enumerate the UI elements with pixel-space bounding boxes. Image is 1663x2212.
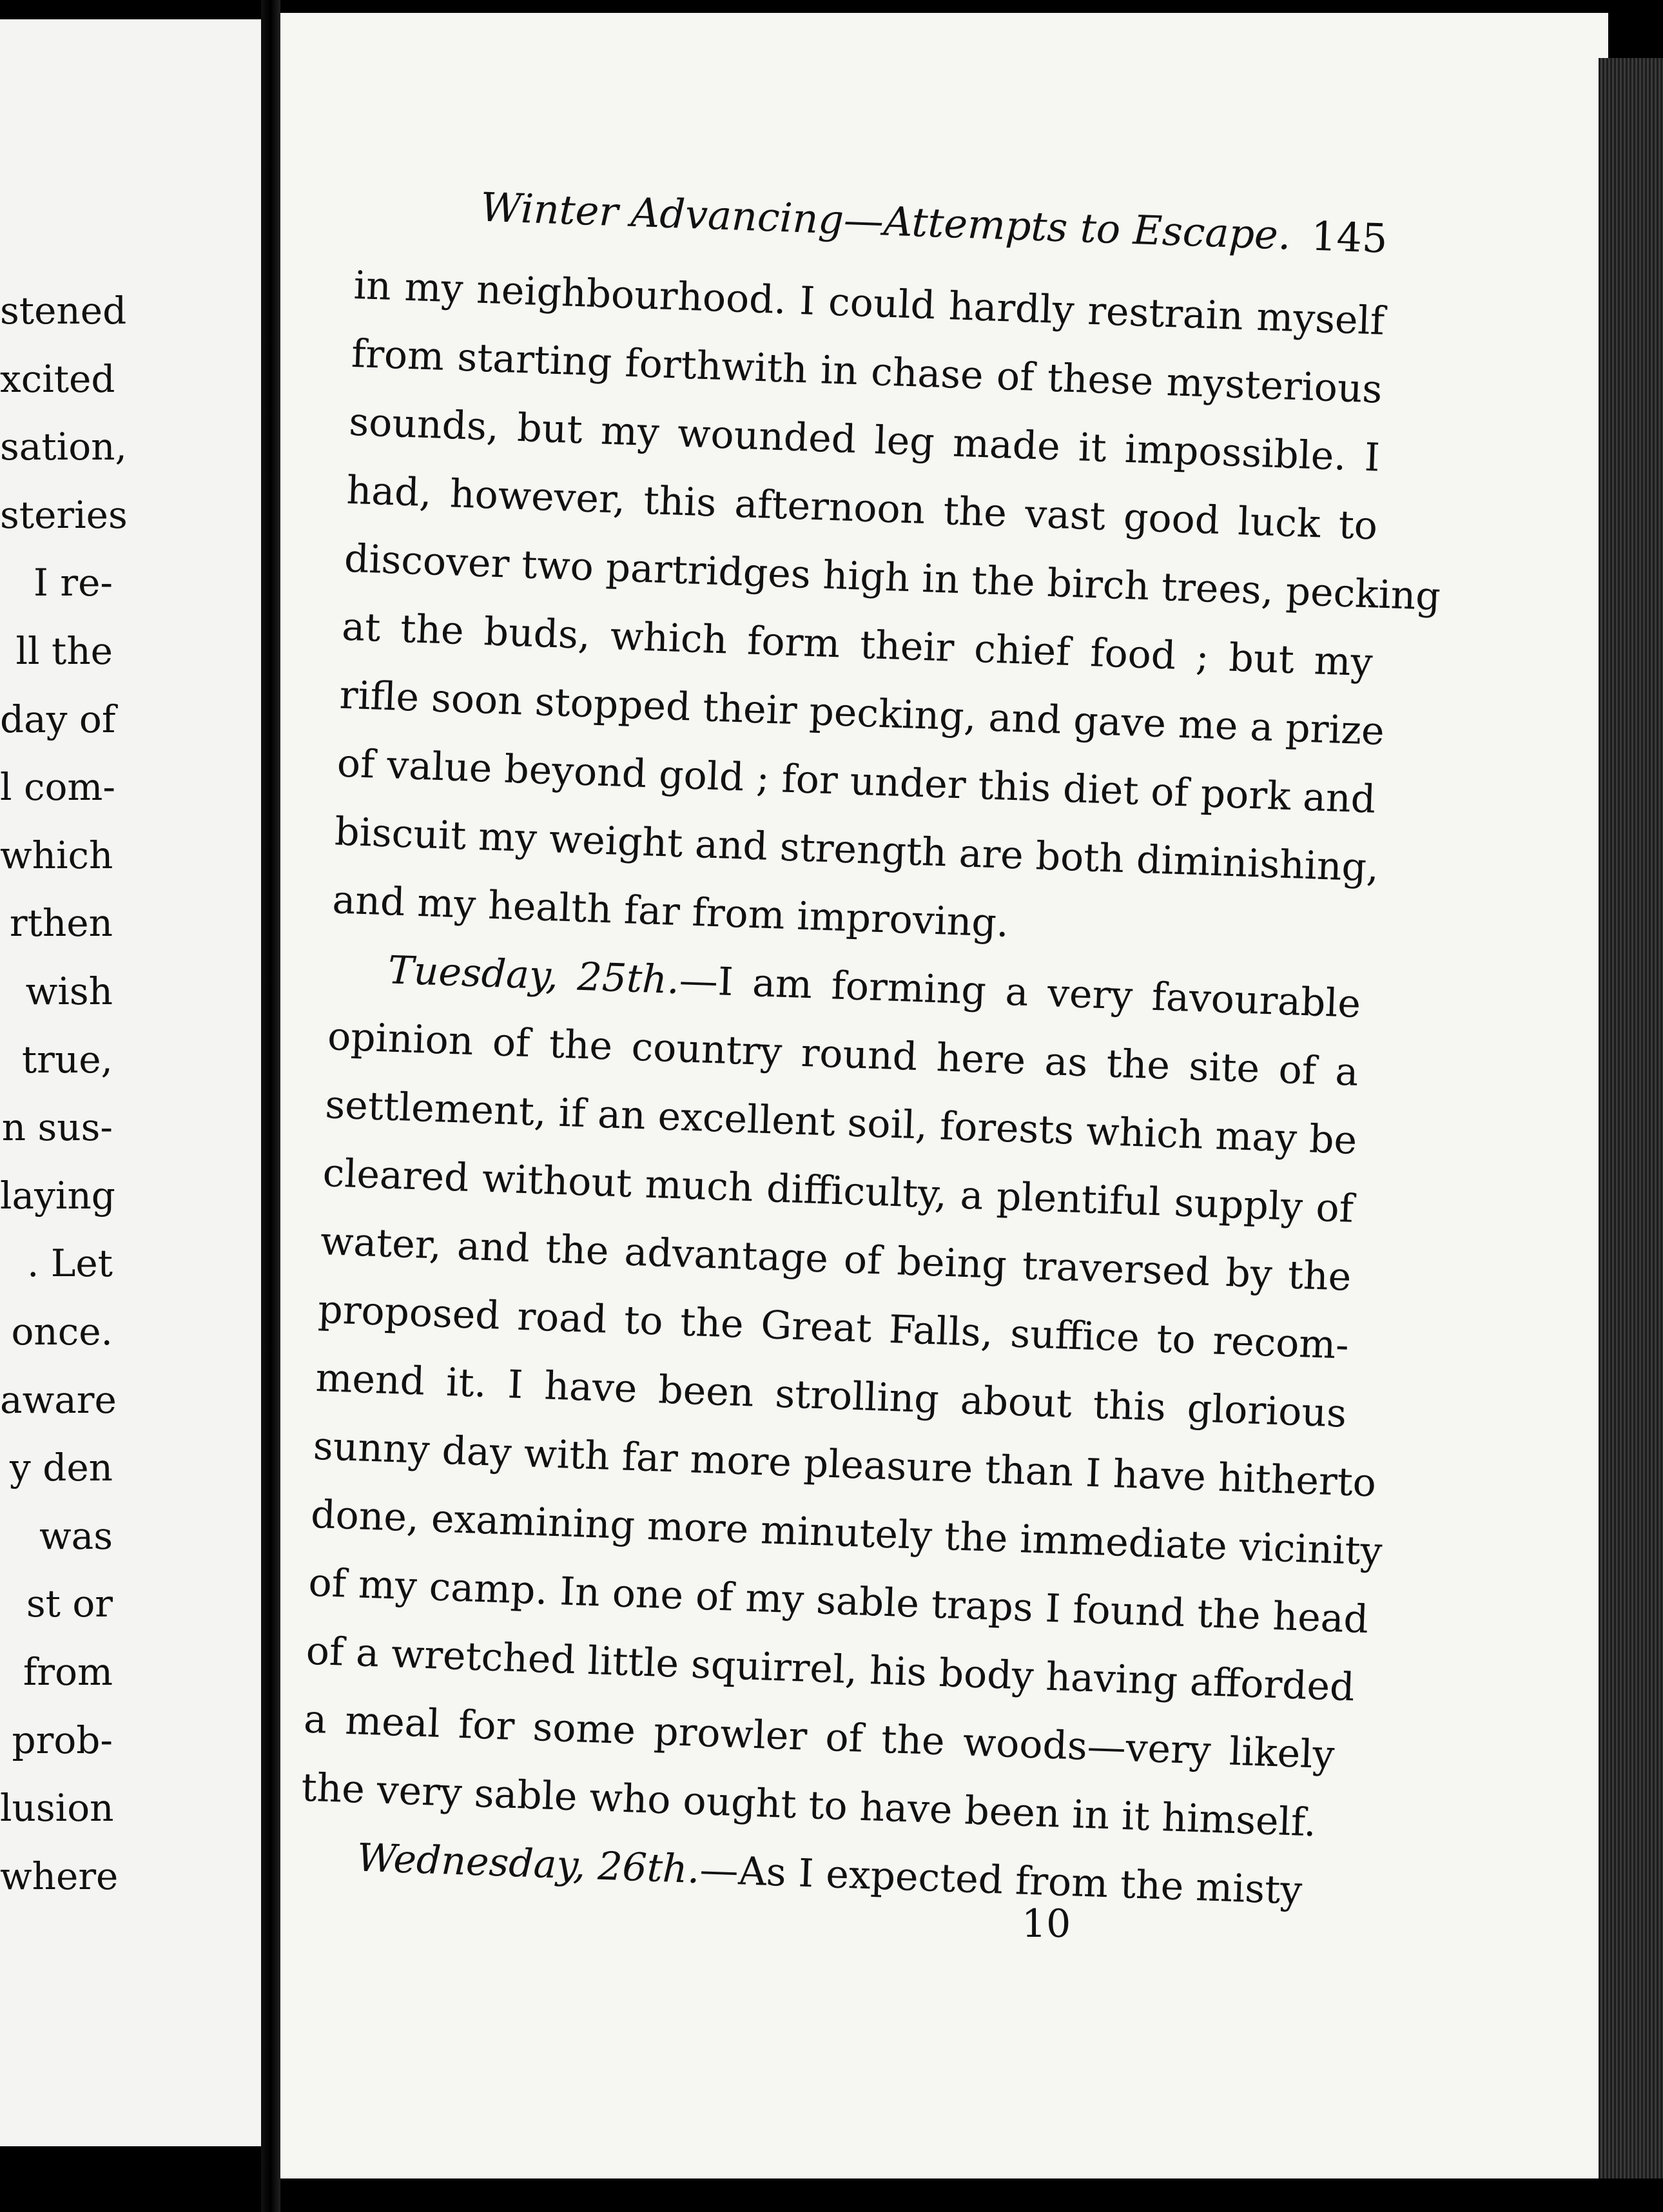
left-page-fragment: steries [0,492,128,537]
entry-date: Wednesday, 26th. [356,1835,701,1893]
left-page [0,19,261,2146]
left-page-fragment: st or [26,1582,113,1626]
line-text: opinion of the country round here as the site of a [327,1014,1359,1096]
right-page [280,13,1608,2178]
left-page-fragment: aware [0,1377,117,1422]
left-page-fragment: rthen [9,901,113,946]
left-page-fragment: sation, [0,425,127,469]
line-text: mend it. I have been strolling about this glorious [315,1355,1348,1437]
left-page-fragment: was [39,1513,113,1558]
signature-mark: 10 [1022,1901,1071,1946]
body-text [298,251,1441,1926]
left-page-fragment: prob- [12,1718,113,1762]
left-page-fragment: where [0,1854,119,1898]
line-text: —I am forming a very favourable [678,958,1362,1027]
line-text: cleared without much difficulty, a plentiful supply of [322,1150,1355,1232]
running-head [356,174,1388,268]
line-text: biscuit my weight and strength are both diminishing, [334,809,1380,891]
line-text: the very sable who ought to have been in it himself. [300,1765,1318,1846]
page-number: 145 [1310,212,1388,262]
line-text: water, and the advantage of being traversed by the [319,1219,1352,1300]
line-text: rifle soon stopped their pecking, and gave me a prize [338,672,1385,755]
left-page-fragment: I re- [34,561,113,605]
left-page-fragment: xcited [0,356,115,401]
line-text: from starting forthwith in chase of these mysterious [351,331,1383,412]
left-page-fragment: . Let [26,1241,113,1286]
left-page-fragment: ll the [15,629,113,673]
left-page-fragment: once. [11,1310,113,1353]
left-page-fragment: laying [0,1173,115,1218]
line-text: at the buds, which form their chief food ; but my [341,604,1374,686]
left-page-fragment: l com- [0,765,115,810]
left-page-fragment: true, [21,1037,113,1082]
left-page-fragment: stened [0,289,127,333]
line-text: of my camp. In one of my sable traps I found the head [307,1560,1370,1643]
entry-date: Tuesday, 25th. [387,947,681,1004]
line-text: —As I expected from the misty [699,1847,1303,1914]
line-text: done, examining more minutely the immediate vicinity [310,1491,1383,1575]
left-page-fragment: wish [25,969,113,1013]
line-text: of a wretched little squirrel, his body having afforded [305,1628,1356,1711]
line-text: a meal for some prowler of the woods—very likely [303,1696,1336,1778]
book-gutter [261,0,280,2212]
left-page-fragment: day of [0,697,116,741]
line-text: discover two partridges high in the birch trees, pecking [343,536,1441,620]
left-page-fragment: lusion [0,1786,114,1830]
line-text: and my health far from improving. [331,877,1010,946]
left-page-fragment: which [0,833,113,877]
line-text: proposed road to the Great Falls, suffice to recom- [317,1286,1350,1368]
line-text: sunny day with far more pleasure than I have hitherto [312,1423,1377,1506]
running-head-title: Winter Advancing—Attempts to Escape. [480,183,1292,259]
text-block [293,174,1441,2078]
left-page-fragment: n sus- [1,1105,113,1150]
left-page-fragment: y den [9,1446,113,1490]
line-text: had, however, this afternoon the vast good luck to [345,467,1379,549]
page-edges [1599,58,1663,2178]
line-text: of value beyond gold ; for under this diet of pork and [336,741,1377,822]
line-text: settlement, if an excellent soil, forests which may be [324,1082,1358,1163]
line-text: in my neighbourhood. I could hardly restrain myself [353,262,1386,344]
line-text: sounds, but my wounded leg made it impossible. I [348,399,1381,481]
left-page-fragment: from [23,1650,113,1694]
